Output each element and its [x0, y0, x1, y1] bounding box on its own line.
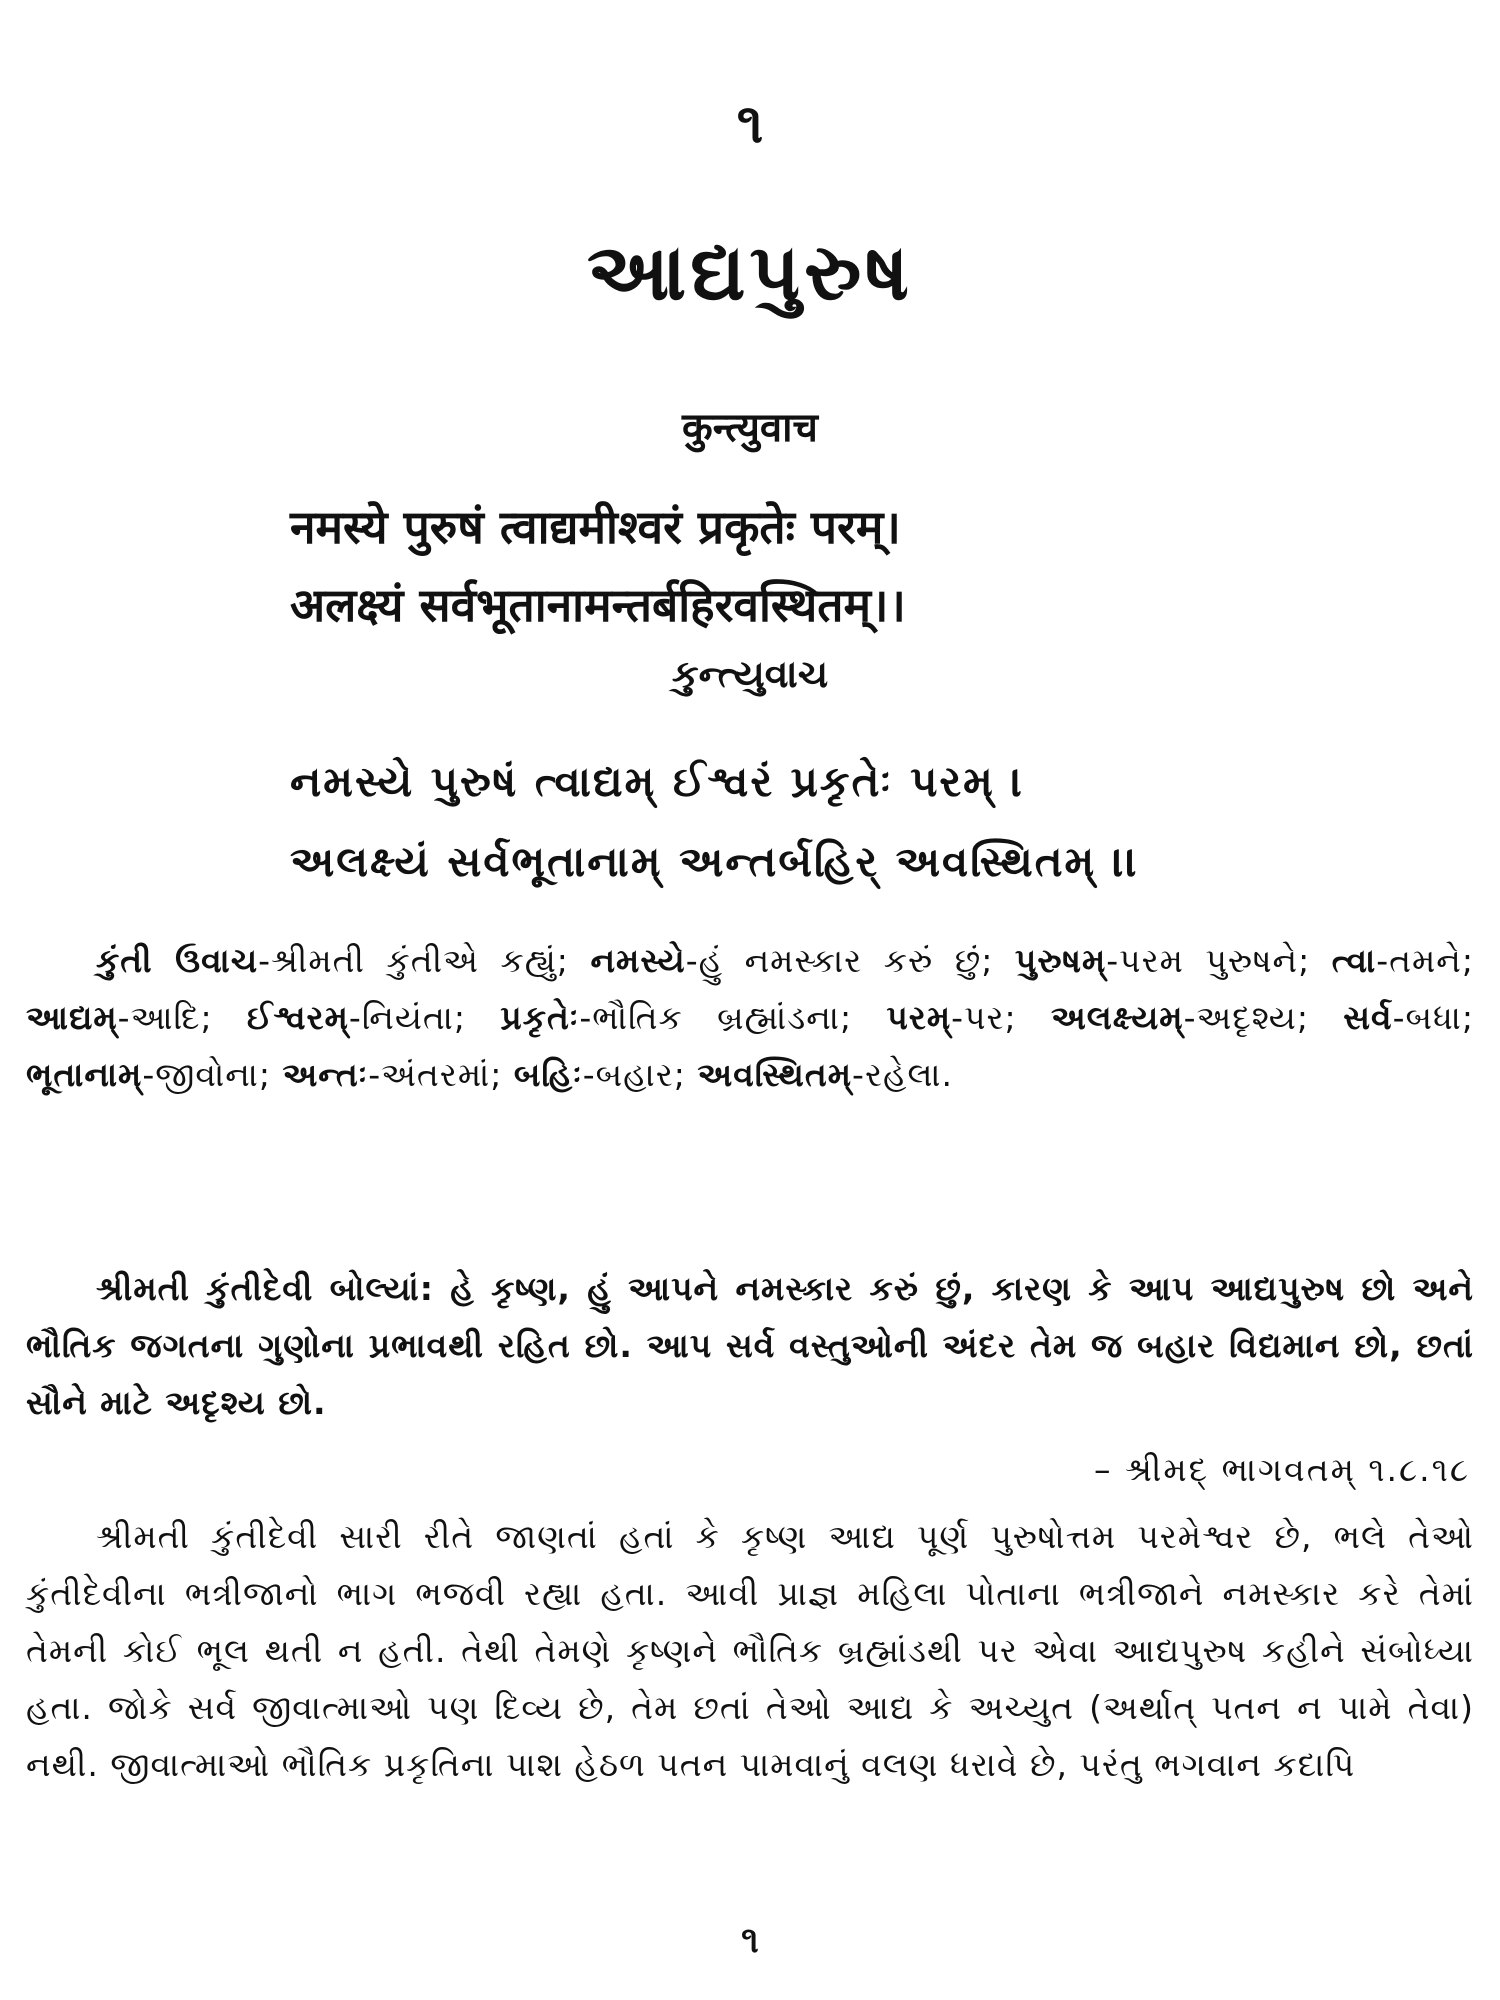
synonym-word: આદ્યમ્: [26, 998, 118, 1037]
synonyms-text: [26, 932, 1474, 1103]
synonym-word: અલક્ષ્યમ્: [1050, 998, 1184, 1037]
transliteration-line: અલક્ષ્યં સર્વભૂતાનામ્ અન્તર્બહિર્ અવસ્થિતમ્ ।।: [290, 837, 1140, 886]
purport-text: શ્રીમતી કુંતીદેવી સારી રીતે જાણતાં હતાં કે કૃષ્ણ આદ્ય પૂર્ણ પુરુષોત્તમ પરમેશ્વર છે, ભલે તેઓ કુંતીદેવીના ભત્રીજાનો ભાગ ભજવી રહ્યા હતા. આવી પ્રાજ્ઞ મહિલા પોતાના ભત્રીજાને નમસ્કાર કરે તેમાં તેમની કોઈ ભૂલ થતી ન હતી. તેથી તેમણે કૃષ્ણને ભૌતિક બ્રહ્માંડથી પર એવા આદ્યપુરુષ કહીને સંબોધ્યા હતા. જોકે સર્વ જીવાત્માઓ પણ દિવ્ય છે, તેમ છતાં તેઓ આદ્ય કે અચ્યુત (અર્થાત્ પતન ન પામે તેવા) નથી. જીવાત્માઓ ભૌતિક પ્રકૃતિના પાશ હેઠળ પતન પામવાનું વલણ ધરાવે છે, પરંતુ ભગવાન કદાપિ: [26, 1517, 1474, 1784]
synonym-meaning: -અંતરમાં;: [368, 1055, 514, 1094]
purport-paragraph: [26, 1508, 1474, 1793]
synonym-word: ઈશ્વરમ્: [246, 998, 349, 1037]
synonym-meaning: -ભૌતિક બ્રહ્માંડના;: [579, 998, 887, 1037]
citation: – શ્રીમદ્ ભાગવતમ્ ૧.૮.૧૮: [1094, 1450, 1470, 1489]
synonym-word: પરમ્: [886, 998, 952, 1037]
synonym-word: ભૂતાનામ્: [26, 1055, 143, 1094]
synonym-word: બહિઃ: [513, 1055, 583, 1094]
translation-text: શ્રીમતી કુંતીદેવી બોલ્યાં: હે કૃષ્ણ, હું આપને નમસ્કાર કરું છું, કારણ કે આપ આદ્યપુરુષ છો અને ભૌતિક જગતના ગુણોના પ્રભાવથી રહિત છો. આપ સર્વ વસ્તુઓની અંદર તેમ જ બહાર વિદ્યમાન છો, છતાં સૌને માટે અદૃશ્ય છો.: [26, 1269, 1474, 1422]
translation-paragraph: [26, 1260, 1474, 1431]
synonym-word: કુંતી ઉવાચ: [96, 941, 259, 980]
synonym-word: પ્રકૃતેઃ: [500, 998, 580, 1037]
synonyms-paragraph: [26, 932, 1474, 1103]
synonym-meaning: -પરમ પુરુષને;: [1106, 941, 1332, 980]
synonym-meaning: -હું નમસ્કાર કરું છું;: [685, 941, 1015, 980]
sanskrit-verse-line: अलक्ष्यं सर्वभूतानामन्तर्बहिरवस्थितम्।।: [290, 578, 906, 632]
synonym-meaning: -બધા;: [1392, 998, 1474, 1037]
gujarati-speaker: કુન્ત્યુવાચ: [671, 652, 829, 696]
synonym-word: નમસ્યે: [590, 941, 686, 980]
gujarati-transliteration: [290, 742, 1440, 902]
synonym-word: સર્વ: [1343, 998, 1393, 1037]
synonym-meaning: -નિયંતા;: [348, 998, 501, 1037]
synonym-meaning: -શ્રીમતી કુંતીએ કહ્યું;: [258, 941, 591, 980]
synonym-meaning: -બહાર;: [582, 1055, 698, 1094]
synonym-word: અવસ્થિતમ્: [697, 1055, 853, 1094]
sanskrit-speaker: कुन्त्युवाच: [682, 405, 818, 451]
synonym-word: ત્વા: [1331, 941, 1377, 980]
synonym-word: અન્તઃ: [282, 1055, 369, 1094]
chapter-title: આદ્યપુરુષ: [587, 228, 913, 318]
sanskrit-verse: [290, 488, 1440, 644]
sanskrit-verse-line: नमस्ये पुरुषं त्वाद्यमीश्वरं प्रकृतेः परम्।: [290, 500, 901, 554]
synonym-meaning: -આદિ;: [117, 998, 247, 1037]
chapter-number: ૧: [736, 92, 764, 155]
transliteration-line: નમસ્યે પુરુષં ત્વાદ્યમ્ ઈશ્વરં પ્રકૃતેઃ પરમ્ ।: [290, 757, 1025, 806]
synonym-word: પુરુષમ્: [1014, 941, 1107, 980]
synonym-meaning: -અદૃશ્ય;: [1183, 998, 1344, 1037]
synonym-meaning: -પર;: [951, 998, 1051, 1037]
page-number: ૧: [741, 1920, 759, 1961]
synonym-meaning: -તમને;: [1376, 941, 1474, 980]
synonym-meaning: -રહેલા.: [852, 1055, 953, 1094]
synonym-meaning: -જીવોના;: [142, 1055, 283, 1094]
